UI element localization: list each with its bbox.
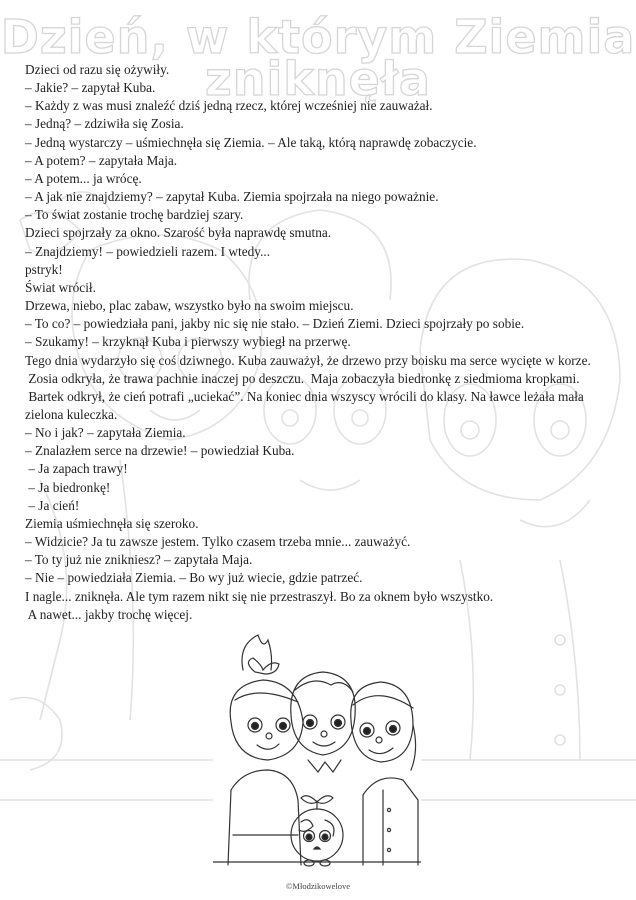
story-line: Tego dnia wydarzyło się coś dziwnego. Kuba zauważył, że drzewo przy boisku ma serce wycięte w korze.	[25, 352, 591, 368]
story-line: – Znajdziemy! – powiedzieli razem. I wtedy...	[25, 243, 271, 259]
story-line: – A potem... ja wrócę.	[25, 170, 142, 186]
story-line: – Znalazłem serce na drzewie! – powiedział Kuba.	[25, 443, 295, 459]
watermark-title: Dzień, w którym Ziemia	[0, 10, 636, 64]
story-line: – Ja zapach trawy!	[25, 461, 128, 477]
story-line: – Jedną? – zdziwiła się Zosia.	[25, 116, 184, 132]
story-line: Zosia odkryła, że trawa pachnie inaczej po deszczu. Maja zobaczyła biedronkę z siedmioma kropkami.	[25, 370, 580, 386]
story-line: Dzieci od razu się ożywiły.	[25, 62, 170, 77]
story-line: – To co? – powiedziała pani, jakby nic się nie stało. – Dzień Ziemi. Dzieci spojrzały po sobie.	[25, 316, 525, 332]
story-line: – No i jak? – zapytała Ziemia.	[25, 425, 186, 441]
story-line: pstryk!	[25, 261, 63, 277]
story-text	[25, 61, 625, 624]
story-line: zielona kuleczka.	[25, 406, 118, 422]
story-line: – Nie – powiedziała Ziemia. – Bo wy już wiecie, gdzie patrzeć.	[25, 570, 363, 586]
story-line: – A jak nie znajdziemy? – zapytał Kuba. Ziemia spojrzała na niego poważnie.	[25, 189, 439, 205]
story-line: – To świat zostanie trochę bardziej szary.	[25, 207, 244, 223]
copyright-footer: ©Młodzikowelove	[285, 881, 351, 891]
story-line: Bartek odkrył, że cień potrafi „uciekać”. Na koniec dnia wszyscy wrócili do klasy. Na ławce leżała mała	[25, 388, 584, 404]
story-line: I nagle... zniknęła. Ale tym razem nikt się nie przestraszył. Bo za oknem było wszystko.	[25, 588, 494, 604]
story-line: – A potem? – zapytała Maja.	[25, 152, 178, 168]
watermark-subtitle: zniknęła	[205, 52, 431, 106]
children-earth-illustration	[213, 630, 421, 877]
story-line: A nawet... jakby trochę więcej.	[25, 606, 193, 622]
story-line: – Jakie? – zapytał Kuba.	[25, 80, 156, 96]
story-line: – To ty już nie znikniesz? – zapytała Maja.	[25, 552, 253, 568]
story-line: – Każdy z was musi znaleźć dziś jedną rzecz, której wcześniej nie zauważał.	[25, 98, 433, 114]
story-line: – Szukamy! – krzyknął Kuba i pierwszy wybiegł na przerwę.	[25, 334, 351, 350]
story-line: – Widzicie? Ja tu zawsze jestem. Tylko czasem trzeba mnie... zauważyć.	[25, 534, 411, 550]
story-line: Dzieci spojrzały za okno. Szarość była naprawdę smutna.	[25, 225, 332, 241]
story-line: Świat wrócił.	[25, 279, 96, 295]
story-line: Drzewa, niebo, plac zabaw, wszystko było na swoim miejscu.	[25, 298, 354, 314]
story-line: – Jedną wystarczy – uśmiechnęła się Ziemia. – Ale taką, którą naprawdę zobaczycie.	[25, 134, 477, 150]
story-line: – Ja cień!	[25, 497, 80, 513]
story-line: – Ja biedronkę!	[25, 479, 111, 495]
story-line: Ziemia uśmiechnęła się szeroko.	[25, 515, 199, 531]
